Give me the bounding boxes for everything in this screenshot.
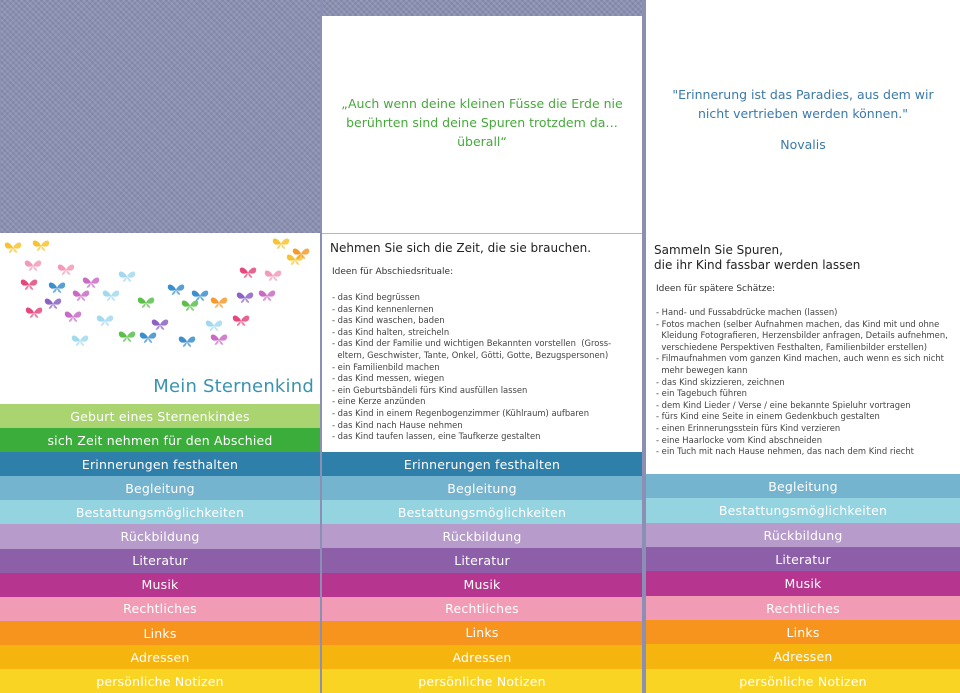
- list-item: - das Kind nach Hause nehmen: [332, 419, 463, 430]
- tab-literatur[interactable]: Literatur: [0, 549, 320, 574]
- butterfly-icon: [232, 314, 250, 327]
- butterfly-icon: [178, 335, 196, 348]
- tab-literatur[interactable]: Literatur: [322, 548, 642, 573]
- butterfly-icon: [72, 289, 90, 302]
- butterfly-icon: [292, 247, 310, 260]
- list-item: - ein Tagebuch führen: [656, 388, 747, 399]
- tab-musik[interactable]: Musik: [646, 571, 960, 596]
- butterfly-icon: [236, 291, 254, 304]
- memories-page: [646, 233, 960, 474]
- list-item: - das Kind halten, streicheln: [332, 326, 450, 337]
- butterfly-icon: [32, 239, 50, 252]
- tab-begleitung[interactable]: Begleitung: [322, 476, 642, 501]
- memories-subheading: Ideen für spätere Schätze:: [656, 284, 776, 294]
- farewell-idea-list: [332, 292, 636, 443]
- tab-musik[interactable]: Musik: [0, 573, 320, 598]
- list-item: - das Kind messen, wiegen: [332, 373, 445, 384]
- tab-bestattungsmoeglichkeiten[interactable]: Bestattungsmöglichkeiten: [646, 498, 960, 523]
- tab-column-1: [0, 404, 320, 693]
- list-item: - das Kind waschen, baden: [332, 315, 445, 326]
- tab-begleitung[interactable]: Begleitung: [646, 474, 960, 499]
- list-item: - Hand- und Fussabdrücke machen (lassen): [656, 307, 838, 317]
- butterfly-icon: [272, 237, 290, 250]
- tab-persoenliche-notizen[interactable]: persönliche Notizen: [322, 669, 642, 693]
- tab-links[interactable]: Links: [0, 621, 320, 646]
- butterfly-icon: [4, 241, 22, 254]
- butterfly-icon: [96, 314, 114, 327]
- quote-card-right: [646, 0, 960, 233]
- quote-card-left: [322, 16, 642, 233]
- butterfly-icon: [82, 276, 100, 289]
- list-item: - ein Tuch mit nach Hause nehmen, das nach dem Kind riecht: [656, 446, 914, 457]
- list-item: - das Kind kennenlernen: [332, 303, 434, 314]
- tab-rechtliches[interactable]: Rechtliches: [646, 596, 960, 621]
- list-item: - das Kind begrüssen: [332, 292, 420, 302]
- butterfly-icon: [191, 289, 209, 302]
- tab-column-2: [322, 452, 642, 693]
- list-item: - das Kind skizzieren, zeichnen: [656, 376, 785, 387]
- butterfly-icon: [264, 269, 282, 282]
- memories-idea-list: [656, 307, 954, 458]
- butterfly-icon: [118, 330, 136, 343]
- memories-heading-line1: Sammeln Sie Spuren,: [654, 243, 783, 257]
- list-item: verschiedene Perspektiven Festhalten, Familienbilder erstellen): [656, 341, 928, 352]
- butterfly-icon: [210, 333, 228, 346]
- list-item: - Filmaufnahmen vom ganzen Kind machen, auch wenn es sich nicht: [656, 353, 944, 364]
- list-item: - dem Kind Lieder / Verse / eine bekannte Spieluhr vortragen: [656, 399, 911, 410]
- memories-heading-line2: die ihr Kind fassbar werden lassen: [654, 258, 861, 272]
- butterfly-icon: [44, 297, 62, 310]
- butterfly-icon: [151, 318, 169, 331]
- farewell-subheading: Ideen für Abschiedsrituale:: [332, 267, 454, 277]
- tab-rechtliches[interactable]: Rechtliches: [322, 597, 642, 622]
- tab-persoenliche-notizen[interactable]: persönliche Notizen: [0, 669, 320, 693]
- tab-bestattungsmoeglichkeiten[interactable]: Bestattungsmöglichkeiten: [0, 500, 320, 525]
- tab-sich-zeit-nehmen-fuer-den-abschied[interactable]: sich Zeit nehmen für den Abschied: [0, 428, 320, 453]
- column-divider: [642, 0, 646, 693]
- list-item: - eine Haarlocke vom Kind abschneiden: [656, 434, 823, 445]
- farewell-heading: Nehmen Sie sich die Zeit, die sie brauchen.: [330, 241, 592, 255]
- butterfly-icon: [48, 281, 66, 294]
- quote-author: Novalis: [780, 137, 826, 152]
- butterfly-icon: [167, 283, 185, 296]
- tab-column-3: [646, 474, 960, 693]
- tab-rueckbildung[interactable]: Rückbildung: [0, 524, 320, 549]
- cover-card: [0, 233, 320, 404]
- butterfly-icon: [210, 296, 228, 309]
- tab-geburt-eines-sternenkindes[interactable]: Geburt eines Sternenkindes: [0, 404, 320, 429]
- quote-text-left: „Auch wenn deine kleinen Füsse die Erde nie berührten sind deine Spuren trotzdem da… überall“: [341, 96, 623, 149]
- tab-links[interactable]: Links: [322, 621, 642, 646]
- list-item: Kleidung Fotografieren, Herzensbilder anfragen, Details aufnehmen,: [656, 330, 948, 341]
- tab-rueckbildung[interactable]: Rückbildung: [646, 523, 960, 548]
- butterfly-icon: [205, 319, 223, 332]
- butterfly-icon: [139, 331, 157, 344]
- cover-title: Mein Sternenkind: [153, 376, 314, 397]
- farewell-page: [322, 233, 642, 452]
- tab-adressen[interactable]: Adressen: [0, 645, 320, 670]
- list-item: - einen Erinnerungsstein fürs Kind verzieren: [656, 422, 841, 433]
- tab-adressen[interactable]: Adressen: [322, 645, 642, 670]
- butterfly-icon: [137, 296, 155, 309]
- list-item: - eine Kerze anzünden: [332, 396, 426, 407]
- quote-text-right: "Erinnerung ist das Paradies, aus dem wir nicht vertrieben werden können.": [672, 87, 934, 121]
- tab-literatur[interactable]: Literatur: [646, 547, 960, 572]
- tab-erinnerungen-festhalten[interactable]: Erinnerungen festhalten: [322, 452, 642, 477]
- butterfly-icon: [118, 270, 136, 283]
- list-item: - Fotos machen (selber Aufnahmen machen, das Kind mit und ohne: [656, 318, 940, 329]
- memories-heading: [654, 243, 860, 273]
- butterfly-icon: [102, 289, 120, 302]
- tab-erinnerungen-festhalten[interactable]: Erinnerungen festhalten: [0, 452, 320, 477]
- butterfly-icon: [57, 263, 75, 276]
- list-item: - das Kind der Familie und wichtigen Bekannten vorstellen (Gross-: [332, 338, 612, 349]
- list-item: - ein Familienbild machen: [332, 361, 440, 372]
- tab-persoenliche-notizen[interactable]: persönliche Notizen: [646, 669, 960, 693]
- list-item: - das Kind in einem Regenbogenzimmer (Kühlraum) aufbaren: [332, 407, 590, 418]
- list-item: - das Kind taufen lassen, eine Taufkerze gestalten: [332, 431, 541, 442]
- butterfly-icon: [24, 259, 42, 272]
- column-divider: [320, 0, 322, 693]
- butterfly-icon: [64, 310, 82, 323]
- butterfly-icon: [20, 278, 38, 291]
- tab-bestattungsmoeglichkeiten[interactable]: Bestattungsmöglichkeiten: [322, 500, 642, 525]
- butterfly-icon: [25, 306, 43, 319]
- list-item: - fürs Kind eine Seite in einem Gedenkbuch gestalten: [656, 411, 880, 422]
- tab-musik[interactable]: Musik: [322, 573, 642, 598]
- butterfly-icon: [239, 266, 257, 279]
- tab-rueckbildung[interactable]: Rückbildung: [322, 524, 642, 549]
- list-item: - ein Geburtsbändeli fürs Kind ausfüllen lassen: [332, 384, 528, 395]
- butterfly-icon: [71, 334, 89, 347]
- tab-links[interactable]: Links: [646, 620, 960, 645]
- butterfly-icon: [258, 289, 276, 302]
- tab-adressen[interactable]: Adressen: [646, 644, 960, 669]
- tab-rechtliches[interactable]: Rechtliches: [0, 597, 320, 622]
- list-item: eltern, Geschwister, Tante, Onkel, Götti, Gotte, Bezugspersonen): [332, 349, 609, 360]
- list-item: mehr bewegen kann: [656, 364, 748, 375]
- tab-begleitung[interactable]: Begleitung: [0, 476, 320, 501]
